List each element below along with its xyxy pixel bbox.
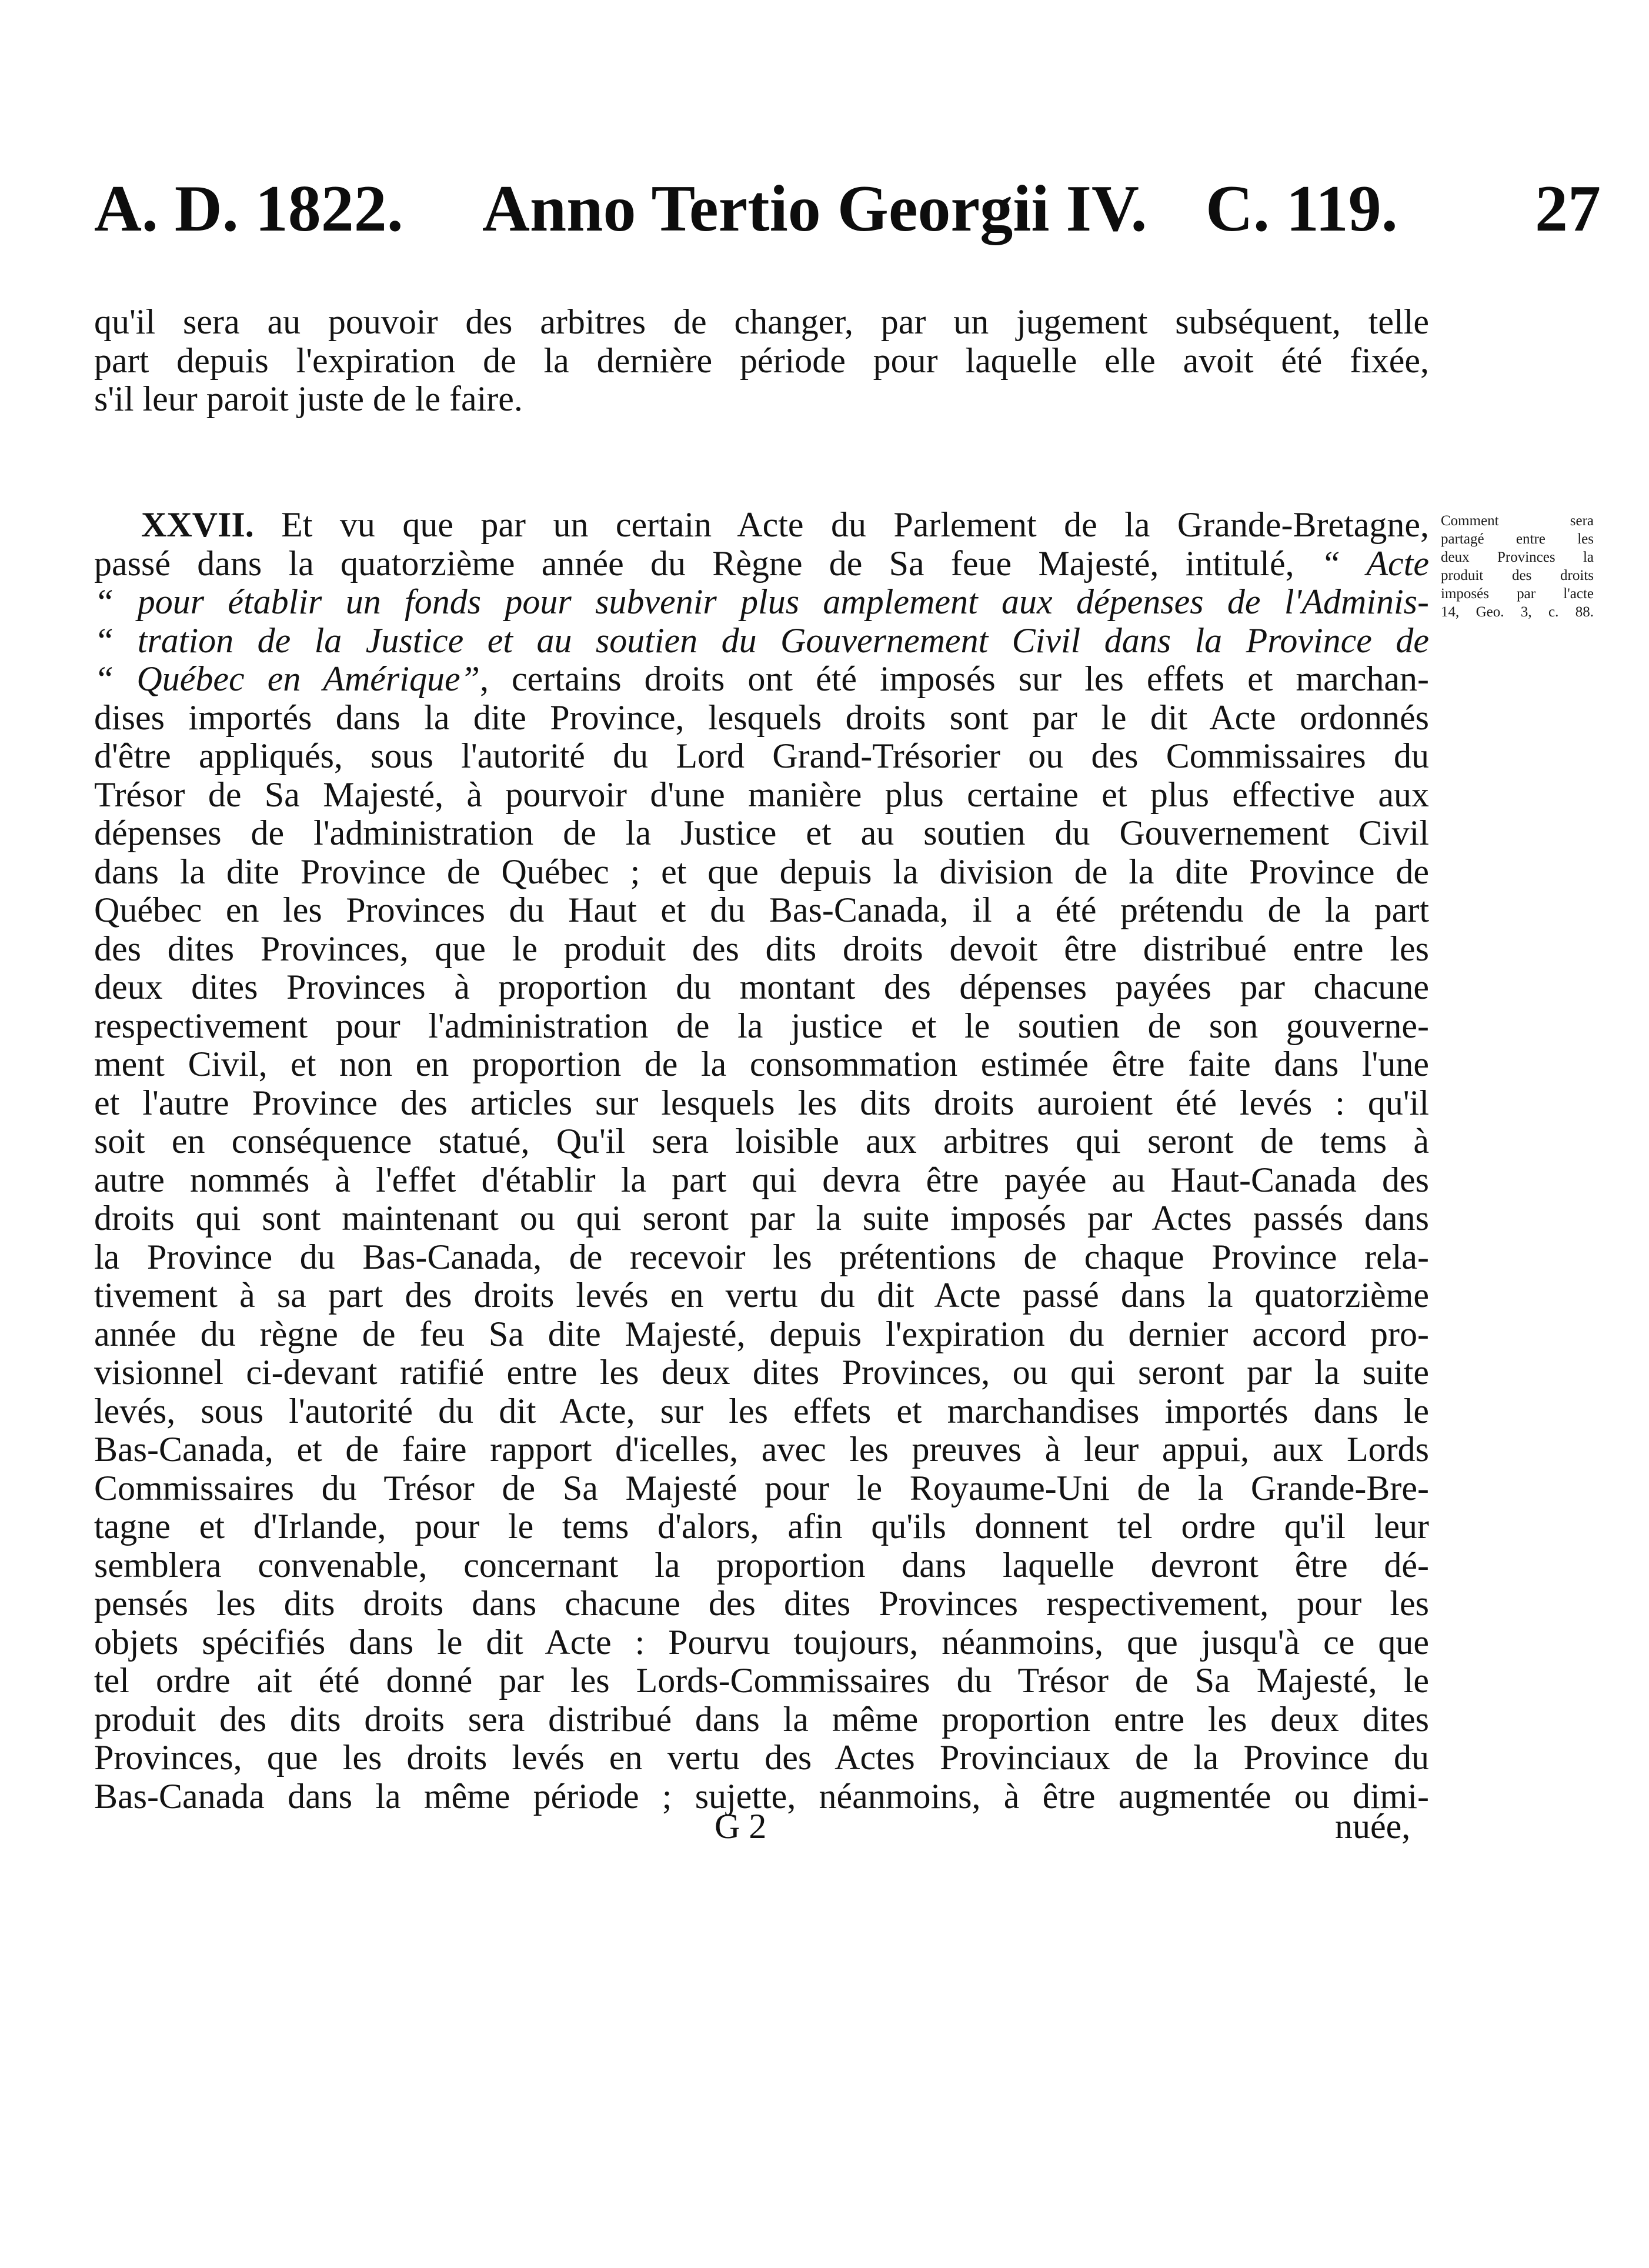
act-title-end: “ Québec en Amérique” bbox=[94, 659, 480, 698]
marginal-note-line: imposés par l'acte bbox=[1441, 586, 1594, 602]
text-line: soit en conséquence statué, Qu'il sera loisible aux arbitres qui seront de tems à bbox=[94, 1122, 1429, 1160]
catchword: nuée, bbox=[1335, 1807, 1411, 1846]
text-line: dépenses de l'administration de la Justice et au soutien du Gouvernement Civil bbox=[94, 813, 1429, 852]
text-run: , certains droits ont été imposés sur les effets et marchan- bbox=[479, 659, 1429, 698]
text-line: qu'il sera au pouvoir des arbitres de changer, par un jugement subséquent, telle bbox=[94, 302, 1429, 341]
text-line: tagne et d'Irlande, pour le tems d'alors, afin qu'ils donnent tel ordre qu'il leur bbox=[94, 1507, 1429, 1546]
marginal-note-line: partagé entre les bbox=[1441, 531, 1594, 547]
text-line: pensés les dits droits dans chacune des dites Provinces respectivement, pour les bbox=[94, 1584, 1429, 1623]
text-line: année du règne de feu Sa dite Majesté, depuis l'expiration du dernier accord pro- bbox=[94, 1314, 1429, 1353]
marginal-note-line: produit des droits bbox=[1441, 568, 1594, 583]
marginal-note-line: 14, Geo. 3, c. 88. bbox=[1441, 604, 1594, 620]
text-line: Commissaires du Trésor de Sa Majesté pour le Royaume-Uni de la Grande-Bre- bbox=[94, 1468, 1429, 1507]
text-run: passé dans la quatorzième année du Règne de Sa feue Majesté, intitulé, bbox=[94, 543, 1321, 583]
section-xxvii bbox=[94, 506, 1429, 1816]
text-line: Québec en les Provinces du Haut et du Bas-Canada, il a été prétendu de la part bbox=[94, 890, 1429, 929]
act-title-line: “ tration de la Justice et au soutien du Gouvernement Civil dans la Province de bbox=[94, 621, 1429, 660]
header-year: A. D. 1822. bbox=[94, 172, 403, 245]
text-line: Trésor de Sa Majesté, à pourvoir d'une manière plus certaine et plus effective aux bbox=[94, 775, 1429, 814]
text-line: s'il leur paroit juste de le faire. bbox=[94, 379, 523, 418]
text-line: levés, sous l'autorité du dit Acte, sur les effets et marchandises importés dans le bbox=[94, 1391, 1429, 1430]
marginal-note-line: Comment sera bbox=[1441, 513, 1594, 529]
text-line: ment Civil, et non en proportion de la consommation estimée être faite dans l'une bbox=[94, 1045, 1429, 1083]
text-line: semblera convenable, concernant la proportion dans laquelle devront être dé- bbox=[94, 1545, 1429, 1585]
text-line: tivement à sa part des droits levés en vertu du dit Acte passé dans la quatorzième bbox=[94, 1276, 1429, 1315]
text-line: Provinces, que les droits levés en vertu des Actes Provinciaux de la Province du bbox=[94, 1738, 1429, 1777]
continued-paragraph bbox=[94, 303, 1429, 419]
text-line bbox=[94, 660, 1429, 699]
marginal-note bbox=[1441, 512, 1594, 621]
text-line: produit des dits droits sera distribué dans la même proportion entre les deux dites bbox=[94, 1699, 1429, 1739]
text-line: Bas-Canada dans la même période ; sujette, néanmoins, à être augmentée ou dimi- bbox=[94, 1776, 1429, 1816]
act-title-line: “ pour établir un fonds pour subvenir plus amplement aux dépenses de l'Adminis- bbox=[94, 582, 1429, 621]
text-line: objets spécifiés dans le dit Acte : Pourvu toujours, néanmoins, que jusqu'à ce que bbox=[94, 1622, 1429, 1662]
act-title-start: “ Acte bbox=[1320, 543, 1429, 583]
text-line: d'être appliqués, sous l'autorité du Lord Grand-Trésorier ou des Commissaires du bbox=[94, 736, 1429, 775]
text-line: tel ordre ait été donné par les Lords-Commissaires du Trésor de Sa Majesté, le bbox=[94, 1661, 1429, 1700]
signature-mark: G 2 bbox=[715, 1807, 767, 1846]
text-line: et l'autre Province des articles sur lesquels les dits droits auroient été levés : qu'il bbox=[94, 1083, 1429, 1122]
section-number: XXVII. bbox=[141, 505, 254, 544]
section-opening-text: Et vu que par un certain Acte du Parlement de la Grande-Bretagne, bbox=[281, 505, 1430, 544]
marginal-note-line: deux Provinces la bbox=[1441, 549, 1594, 565]
text-line: la Province du Bas-Canada, de recevoir les prétentions de chaque Province rela- bbox=[94, 1237, 1429, 1276]
section-first-line bbox=[94, 506, 1429, 545]
text-line: part depuis l'expiration de la dernière période pour laquelle elle avoit été fixée, bbox=[94, 341, 1429, 380]
header-chapter: C. 119. bbox=[1206, 172, 1398, 245]
text-line: dises importés dans la dite Province, lesquels droits sont par le dit Acte ordonnés bbox=[94, 698, 1429, 737]
page-number: 27 bbox=[1535, 172, 1601, 245]
text-line: Bas-Canada, et de faire rapport d'icelles, avec les preuves à leur appui, aux Lords bbox=[94, 1430, 1429, 1469]
text-line: autre nommés à l'effet d'établir la part qui devra être payée au Haut-Canada des bbox=[94, 1160, 1429, 1199]
text-line: visionnel ci-devant ratifié entre les deux dites Provinces, ou qui seront par la suite bbox=[94, 1353, 1429, 1392]
text-line bbox=[94, 545, 1429, 583]
text-line: dans la dite Province de Québec ; et que depuis la division de la dite Province de bbox=[94, 852, 1429, 891]
header-title: Anno Tertio Georgii IV. bbox=[482, 172, 1147, 245]
text-line: des dites Provinces, que le produit des dits droits devoit être distribué entre les bbox=[94, 929, 1429, 968]
text-line: droits qui sont maintenant ou qui seront par la suite imposés par Actes passés dans bbox=[94, 1199, 1429, 1238]
text-line: respectivement pour l'administration de la justice et le soutien de son gouverne- bbox=[94, 1006, 1429, 1045]
running-header bbox=[0, 0, 1649, 271]
text-line: deux dites Provinces à proportion du montant des dépenses payées par chacune bbox=[94, 968, 1429, 1006]
